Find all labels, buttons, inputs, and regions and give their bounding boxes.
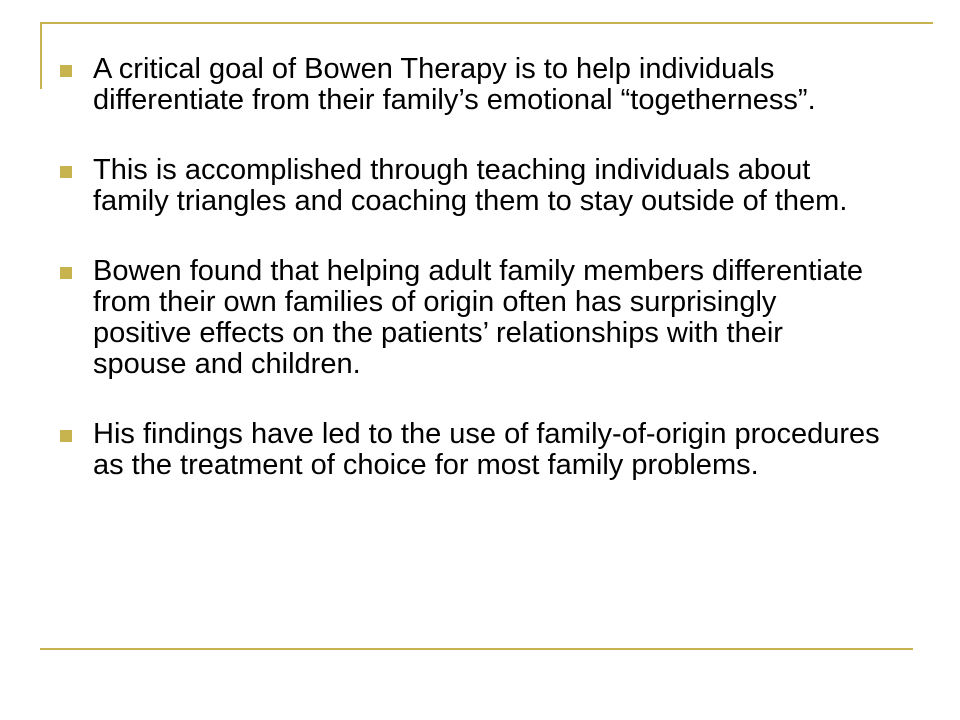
list-item (60, 256, 880, 380)
list-item (60, 419, 880, 481)
bottom-rule (40, 648, 913, 650)
left-rule (40, 22, 42, 89)
bullet-text: His findings have led to the use of family-of-origin procedures as the treatment of choice for most family problems. (93, 418, 880, 481)
bullet-text: Bowen found that helping adult family members differentiate from their own families of origin often has surprisingly positive effects on the patients’ relationships with their spouse and children. (93, 255, 864, 380)
list-item (60, 54, 880, 116)
square-bullet-icon (60, 430, 72, 442)
square-bullet-icon (60, 267, 72, 279)
bullet-list (60, 54, 880, 481)
square-bullet-icon (60, 166, 72, 178)
square-bullet-icon (60, 65, 72, 77)
bullet-text: A critical goal of Bowen Therapy is to help individuals differentiate from their family’s emotional “togetherness”. (93, 53, 816, 116)
top-rule (40, 22, 933, 24)
list-item (60, 155, 880, 217)
bullet-text: This is accomplished through teaching individuals about family triangles and coaching them to stay outside of them. (93, 154, 848, 217)
